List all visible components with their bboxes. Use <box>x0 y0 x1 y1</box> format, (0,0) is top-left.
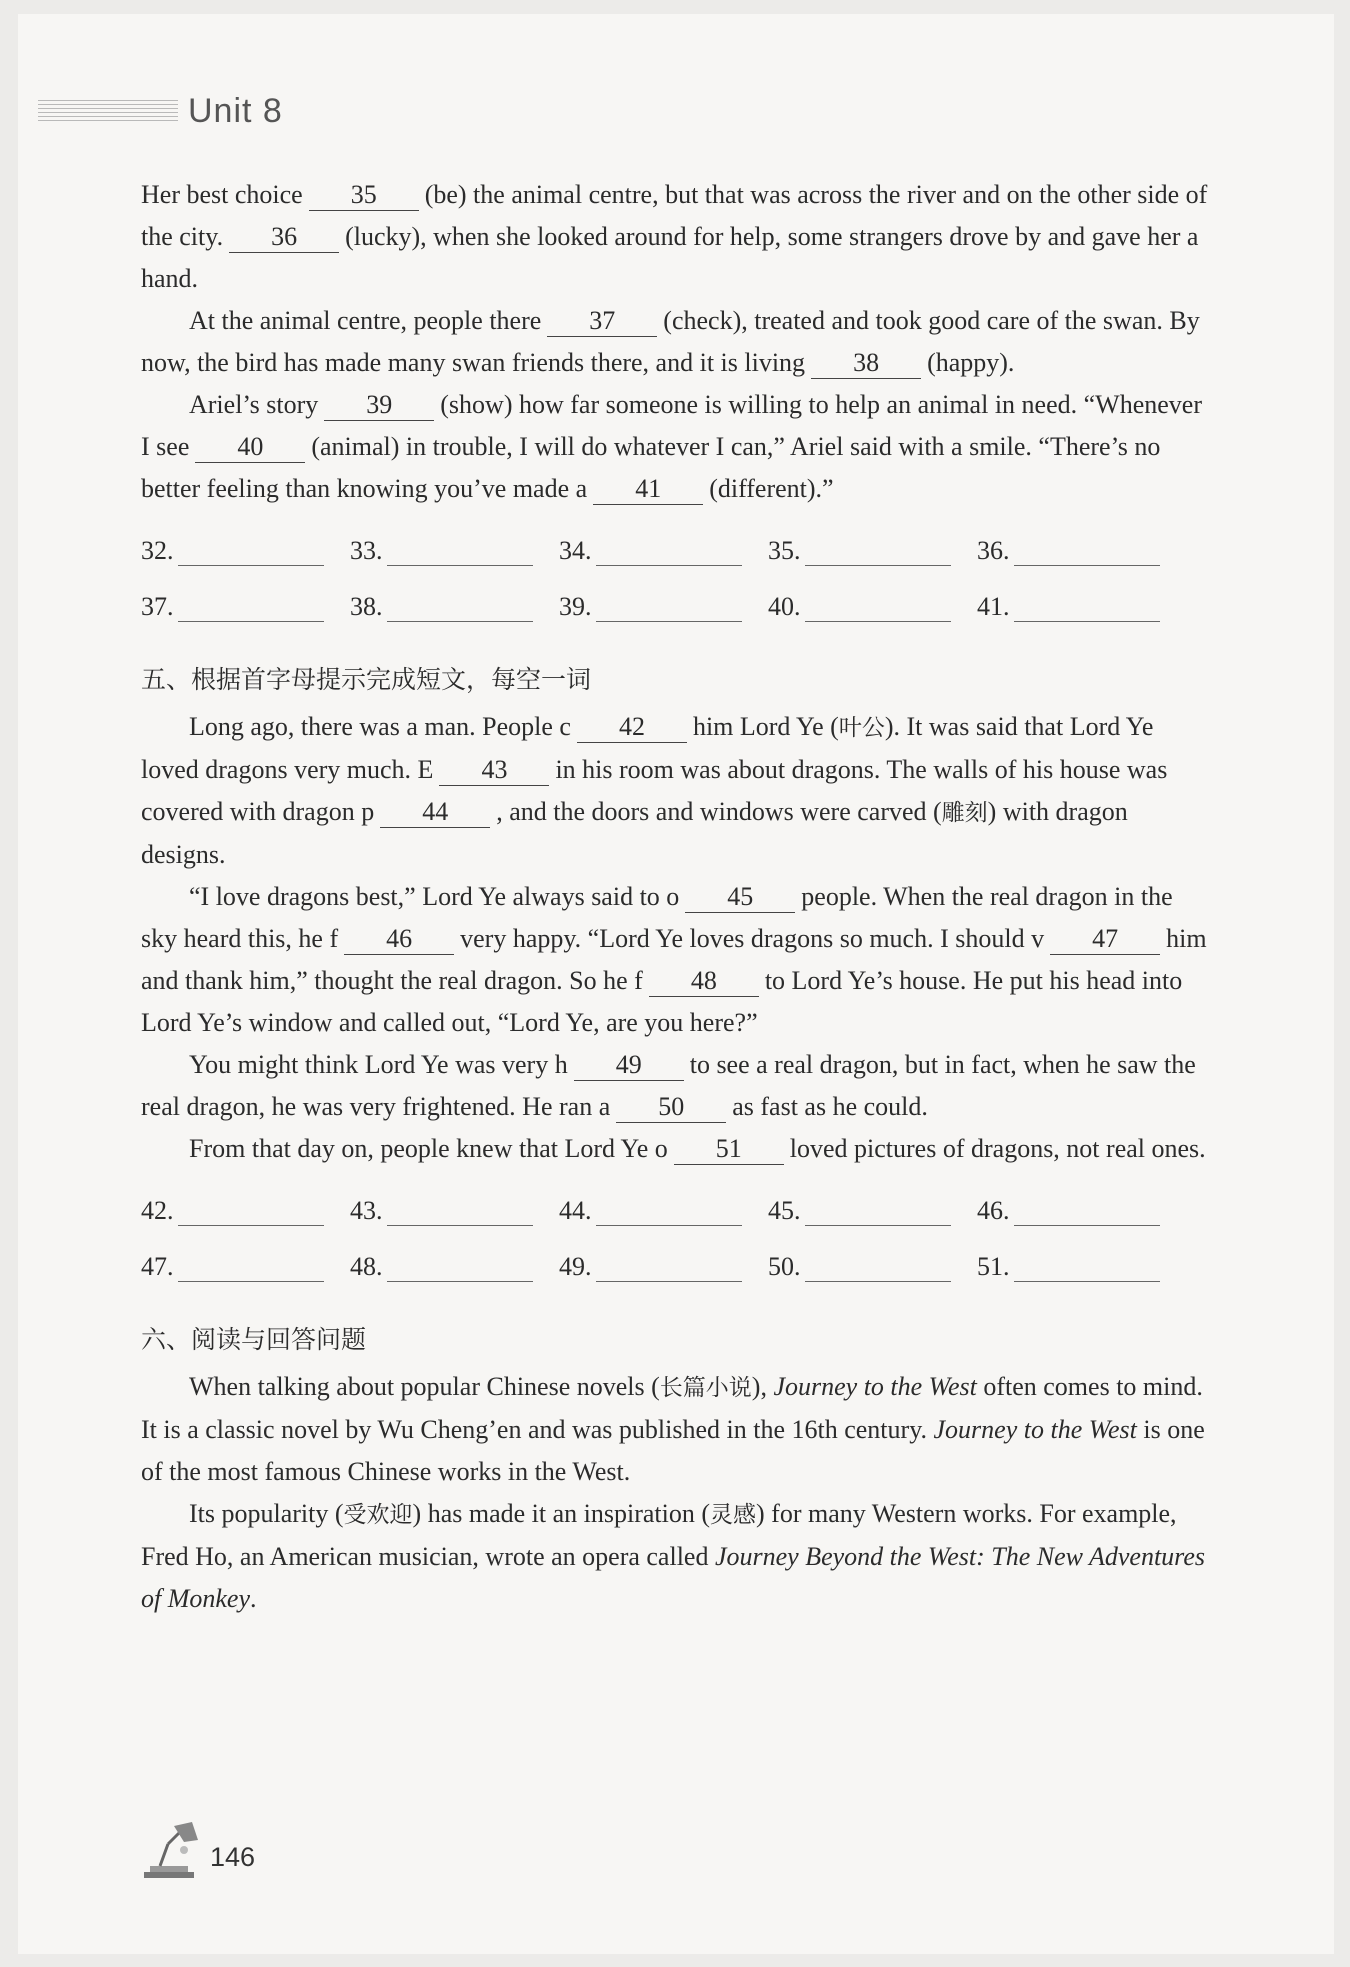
blank-45[interactable]: 45 <box>685 882 795 913</box>
answer-cell <box>768 591 977 622</box>
section-6-title: 六、阅读与回答问题 <box>141 1325 367 1354</box>
blank-48[interactable]: 48 <box>649 966 759 997</box>
answer-number: 40. <box>768 592 801 621</box>
blank-46[interactable]: 46 <box>344 924 454 955</box>
answer-number: 39. <box>559 592 592 621</box>
text: Her best choice <box>141 180 303 209</box>
answer-line[interactable] <box>805 591 951 622</box>
chinese-gloss: 灵感 <box>710 1502 757 1528</box>
text: loved pictures of dragons, not real ones. <box>789 1134 1206 1163</box>
page-footer <box>140 1820 255 1880</box>
answer-number: 33. <box>350 536 383 565</box>
section6-paragraph-2 <box>141 1493 1211 1620</box>
answer-number: 45. <box>768 1196 801 1225</box>
answer-number: 47. <box>141 1252 174 1281</box>
answer-row <box>141 1170 1211 1226</box>
text: ), <box>751 1372 767 1401</box>
text: Its popularity ( <box>189 1499 344 1528</box>
answer-number: 37. <box>141 592 174 621</box>
blank-49[interactable]: 49 <box>574 1050 684 1081</box>
answer-cell <box>141 1195 350 1226</box>
text: (show) how far someone is willing to help an animal in need. “Whenever I see <box>141 390 1202 461</box>
blank-43[interactable]: 43 <box>439 755 549 786</box>
text: (be) the animal centre, but that was across the river and on the other side of the city. <box>141 180 1208 251</box>
text: ) for many Western works. For example, Fred Ho, an American musician, wrote an opera called <box>141 1499 1177 1571</box>
answer-cell <box>350 1195 559 1226</box>
passage1-paragraph-3 <box>141 384 1211 510</box>
text: (animal) in trouble, I will do whatever I can,” Ariel said with a smile. “There’s no better feeling than knowing you’ve made a <box>141 432 1161 503</box>
text: “I love dragons best,” Lord Ye always said to o <box>189 882 680 911</box>
answer-line[interactable] <box>178 535 324 566</box>
answer-line[interactable] <box>805 1195 951 1226</box>
answer-cell <box>559 591 768 622</box>
text: You might think Lord Ye was very h <box>189 1050 568 1079</box>
text: Long ago, there was a man. People c <box>189 712 571 741</box>
answer-number: 42. <box>141 1196 174 1225</box>
answer-line[interactable] <box>596 1195 742 1226</box>
answer-cell <box>350 1251 559 1282</box>
answer-line[interactable] <box>387 535 533 566</box>
answer-number: 49. <box>559 1252 592 1281</box>
answer-grid-42-51 <box>141 1170 1211 1282</box>
answer-cell <box>559 1251 768 1282</box>
answer-cell <box>768 1195 977 1226</box>
answer-line[interactable] <box>1014 535 1160 566</box>
text: When talking about popular Chinese novels ( <box>189 1372 660 1401</box>
header-decoration-lines <box>38 100 178 122</box>
answer-number: 34. <box>559 536 592 565</box>
text: (lucky), when she looked around for help, some strangers drove by and gave her a hand. <box>141 222 1199 293</box>
text: is one of the most famous Chinese works in the West. <box>141 1415 1205 1486</box>
unit-title: Unit 8 <box>188 91 283 130</box>
blank-47[interactable]: 47 <box>1050 924 1160 955</box>
page-number: 146 <box>210 1841 256 1872</box>
answer-cell <box>559 1195 768 1226</box>
text: to see a real dragon, but in fact, when he saw the real dragon, he was very frightened. He ran a <box>141 1050 1196 1121</box>
answer-cell <box>977 591 1186 622</box>
answer-cell <box>977 1195 1186 1226</box>
answer-cell <box>977 1251 1186 1282</box>
passage1-paragraph-2 <box>141 300 1211 384</box>
reading-lamp-icon <box>140 1820 204 1880</box>
section5-paragraph-1 <box>141 706 1211 876</box>
text: Ariel’s story <box>189 390 319 419</box>
text: very happy. “Lord Ye loves dragons so much. I should v <box>460 924 1045 953</box>
answer-number: 38. <box>350 592 383 621</box>
answer-cell <box>141 535 350 566</box>
blank-35[interactable]: 35 <box>309 180 419 211</box>
text: . <box>250 1584 257 1613</box>
blank-37[interactable]: 37 <box>547 306 657 337</box>
answer-cell <box>768 1251 977 1282</box>
answer-line[interactable] <box>387 1195 533 1226</box>
text: (check), treated and took good care of the swan. By now, the bird has made many swan friends there, and it is living <box>141 306 1200 377</box>
text: (happy). <box>927 348 1015 377</box>
answer-line[interactable] <box>178 591 324 622</box>
text: ) has made it an inspiration ( <box>412 1499 711 1528</box>
chinese-gloss: 受欢迎 <box>343 1502 413 1528</box>
text: ) with dragon designs. <box>141 797 1128 869</box>
answer-cell <box>559 535 768 566</box>
answer-cell <box>141 591 350 622</box>
answer-line[interactable] <box>1014 1251 1160 1282</box>
passage1-paragraph-1 <box>141 174 1211 300</box>
page-header <box>38 86 283 136</box>
answer-line[interactable] <box>805 1251 951 1282</box>
section6-paragraph-1 <box>141 1366 1211 1493</box>
book-title: Journey to the West <box>933 1415 1137 1444</box>
blank-39[interactable]: 39 <box>324 390 434 421</box>
text: (different).” <box>709 474 834 503</box>
blank-50[interactable]: 50 <box>616 1092 726 1123</box>
text: to Lord Ye’s house. He put his head into Lord Ye’s window and called out, “Lord Ye, are you here?” <box>141 966 1183 1037</box>
answer-cell <box>141 1251 350 1282</box>
answer-line[interactable] <box>1014 591 1160 622</box>
text: in his room was about dragons. The walls of his house was covered with dragon p <box>141 755 1168 826</box>
opera-title: Journey Beyond the West: The New Adventures of Monkey <box>141 1542 1205 1613</box>
answer-line[interactable] <box>178 1195 324 1226</box>
answer-number: 35. <box>768 536 801 565</box>
section5-paragraph-4 <box>141 1128 1211 1170</box>
answer-row <box>141 1226 1211 1282</box>
answer-line[interactable] <box>387 591 533 622</box>
text: often comes to mind. It is a classic novel by Wu Cheng’en and was published in the 16th century. <box>141 1372 1203 1444</box>
text: him and thank him,” thought the real dragon. So he f <box>141 924 1207 995</box>
answer-row <box>141 566 1211 622</box>
text: From that day on, people knew that Lord Ye o <box>189 1134 668 1163</box>
section-5-title: 五、根据首字母提示完成短文，每空一词 <box>141 665 592 694</box>
answer-line[interactable] <box>387 1251 533 1282</box>
answer-grid-32-41 <box>141 510 1211 622</box>
answer-number: 41. <box>977 592 1010 621</box>
answer-number: 48. <box>350 1252 383 1281</box>
blank-40[interactable]: 40 <box>195 432 305 463</box>
answer-number: 36. <box>977 536 1010 565</box>
chinese-gloss: 雕刻 <box>941 800 988 826</box>
blank-42[interactable]: 42 <box>577 712 687 743</box>
text: , and the doors and windows were carved ( <box>496 797 942 826</box>
answer-line[interactable] <box>805 535 951 566</box>
answer-row <box>141 510 1211 566</box>
blank-41[interactable]: 41 <box>593 474 703 505</box>
answer-number: 43. <box>350 1196 383 1225</box>
answer-cell <box>768 535 977 566</box>
section5-paragraph-3 <box>141 1044 1211 1128</box>
chinese-gloss: 叶公 <box>838 715 885 741</box>
answer-line[interactable] <box>178 1251 324 1282</box>
answer-number: 51. <box>977 1252 1010 1281</box>
blank-51[interactable]: 51 <box>674 1134 784 1165</box>
answer-cell <box>977 535 1186 566</box>
blank-36[interactable]: 36 <box>229 222 339 253</box>
answer-cell <box>350 591 559 622</box>
answer-cell <box>350 535 559 566</box>
text: At the animal centre, people there <box>189 306 542 335</box>
answer-number: 44. <box>559 1196 592 1225</box>
answer-line[interactable] <box>596 535 742 566</box>
text: ). It was said that Lord Ye loved dragons very much. E <box>141 712 1154 784</box>
blank-44[interactable]: 44 <box>380 797 490 828</box>
answer-number: 32. <box>141 536 174 565</box>
section5-paragraph-2 <box>141 876 1211 1044</box>
answer-line[interactable] <box>596 591 742 622</box>
page-content <box>141 174 1211 1620</box>
text: him Lord Ye ( <box>692 712 839 741</box>
answer-number: 46. <box>977 1196 1010 1225</box>
text: people. When the real dragon in the sky heard this, he f <box>141 882 1173 953</box>
answer-line[interactable] <box>1014 1195 1160 1226</box>
book-title: Journey to the West <box>773 1372 977 1401</box>
answer-line[interactable] <box>596 1251 742 1282</box>
chinese-gloss: 长篇小说 <box>659 1375 752 1401</box>
blank-38[interactable]: 38 <box>811 348 921 379</box>
text: as fast as he could. <box>732 1092 928 1121</box>
answer-number: 50. <box>768 1252 801 1281</box>
